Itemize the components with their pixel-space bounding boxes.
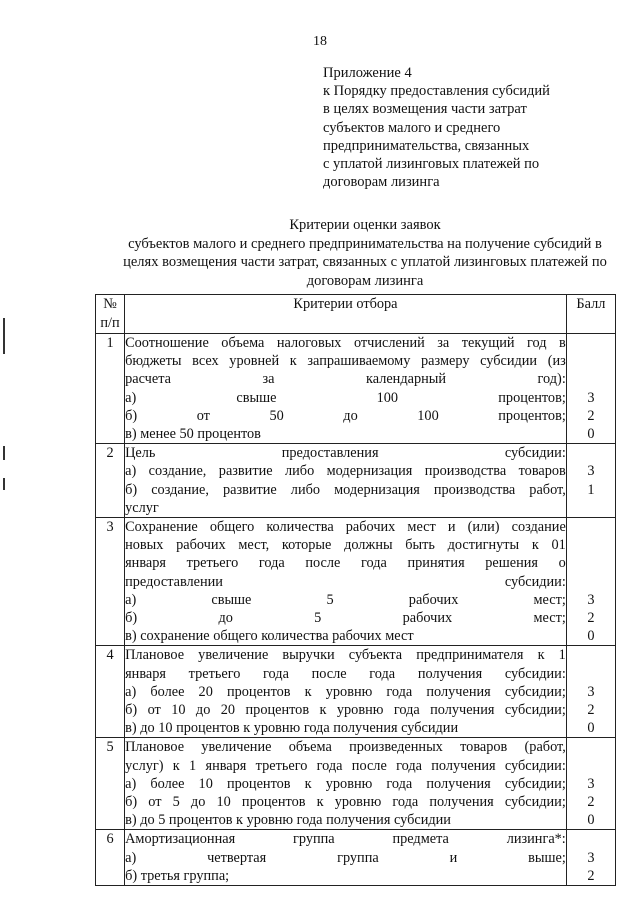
appendix-line: в целях возмещения части затрат xyxy=(323,101,527,118)
appendix-line: Приложение 4 xyxy=(323,65,412,81)
criterion-cell xyxy=(125,830,567,886)
header-number-line: № xyxy=(103,296,117,312)
criterion-line: а) создание, развитие либо модернизация производства товаров xyxy=(125,463,566,480)
score-value: 0 xyxy=(587,812,595,829)
heading-line: субъектов малого и среднего предпринимательства на получение субсидий в xyxy=(128,235,602,252)
criterion-line: Амортизационная группа предмета лизинга*: xyxy=(125,831,566,848)
criterion-line: б) третья группа; xyxy=(125,867,230,884)
score-value: 2 xyxy=(587,702,595,719)
criterion-line: Сохранение общего количества рабочих мест и (или) создание xyxy=(125,519,566,536)
score-value: 3 xyxy=(587,775,595,792)
criterion-line: а) более 10 процентов к уровню года получения субсидии; xyxy=(125,775,566,792)
score-cell xyxy=(566,738,615,830)
appendix-note xyxy=(323,64,623,191)
criterion-line: а) четвертая группа и выше; xyxy=(125,849,566,866)
score-spacer xyxy=(567,738,615,756)
score-value: 2 xyxy=(587,407,595,424)
page-number: 18 xyxy=(313,34,327,49)
criterion-line: в) сохранение общего количества рабочих мест xyxy=(125,628,414,645)
criterion-line: в) до 10 процентов к уровню года получения субсидии xyxy=(125,720,459,737)
score-value: 3 xyxy=(587,683,595,700)
score-spacer xyxy=(567,536,615,554)
score-spacer xyxy=(567,499,615,517)
score-spacer xyxy=(567,334,615,352)
score-spacer xyxy=(567,444,615,462)
criterion-line: б) от 50 до 100 процентов; xyxy=(125,407,566,424)
heading-title: Критерии оценки заявок xyxy=(289,217,441,233)
header-criteria: Критерии отбора xyxy=(125,295,567,334)
criterion-line: в) менее 50 процентов xyxy=(125,426,261,443)
score-spacer xyxy=(567,646,615,664)
row-number: 1 xyxy=(96,334,125,444)
criterion-line: а) свыше 5 рабочих мест; xyxy=(125,591,566,608)
score-cell xyxy=(566,334,615,444)
criterion-cell xyxy=(125,738,567,830)
criterion-line: б) до 5 рабочих мест; xyxy=(125,610,566,627)
score-value: 0 xyxy=(587,720,595,737)
row-number: 6 xyxy=(96,830,125,886)
appendix-line: к Порядку предоставления субсидий xyxy=(323,83,550,100)
score-value: 0 xyxy=(587,425,595,442)
score-spacer xyxy=(567,518,615,536)
score-value: 3 xyxy=(587,389,595,406)
score-spacer xyxy=(567,554,615,572)
criterion-line: новых рабочих мест, которые должны быть достигнуты к 01 xyxy=(125,537,566,554)
criterion-line: б) от 5 до 10 процентов к уровню года получения субсидии; xyxy=(125,794,566,811)
criterion-line: услуг) к 1 января третьего года после года получения субсидии: xyxy=(125,757,566,774)
score-value: 3 xyxy=(587,849,595,866)
score-value: 1 xyxy=(587,481,595,498)
criterion-line: а) свыше 100 процентов; xyxy=(125,389,566,406)
table-row xyxy=(96,646,616,738)
row-number: 3 xyxy=(96,518,125,646)
header-score: Балл xyxy=(566,295,615,334)
scan-edge-mark xyxy=(3,318,5,354)
score-spacer xyxy=(567,352,615,370)
score-cell xyxy=(566,444,615,518)
criterion-line: бюджеты всех уровней к запрашиваемому размеру субсидии (из xyxy=(125,353,566,370)
appendix-line: предпринимательства, связанных xyxy=(323,137,530,154)
criterion-cell xyxy=(125,334,567,444)
score-spacer xyxy=(567,370,615,388)
table-row xyxy=(96,334,616,444)
score-spacer xyxy=(567,665,615,683)
appendix-line: договорам лизинга xyxy=(323,174,440,191)
score-cell xyxy=(566,646,615,738)
criterion-line: января третьего года после года принятия решения о xyxy=(125,555,566,572)
criterion-line: услуг xyxy=(125,499,159,516)
criterion-line: Цель предоставления субсидии: xyxy=(125,445,566,462)
criterion-line: в) до 5 процентов к уровню года получения субсидии xyxy=(125,812,451,829)
table-header-row xyxy=(96,295,616,334)
table-row xyxy=(96,830,616,886)
score-value: 2 xyxy=(587,867,595,884)
criterion-cell xyxy=(125,518,567,646)
score-value: 3 xyxy=(587,463,595,480)
score-value: 3 xyxy=(587,591,595,608)
criterion-cell xyxy=(125,444,567,518)
appendix-line: с уплатой лизинговых платежей по xyxy=(323,156,540,173)
appendix-line: субъектов малого и среднего xyxy=(323,119,501,136)
score-value: 2 xyxy=(587,609,595,626)
score-cell xyxy=(566,518,615,646)
scan-edge-mark xyxy=(3,478,5,490)
criterion-line: расчета за календарный год): xyxy=(125,371,566,388)
score-cell xyxy=(566,830,615,886)
criterion-line: Плановое увеличение выручки субъекта предпринимателя к 1 xyxy=(125,647,566,664)
score-spacer xyxy=(567,573,615,591)
score-spacer xyxy=(567,757,615,775)
heading-line: целях возмещения части затрат, связанных с уплатой лизинговых платежей по xyxy=(123,254,607,270)
score-spacer xyxy=(567,830,615,848)
row-number: 5 xyxy=(96,738,125,830)
score-value: 2 xyxy=(587,794,595,811)
row-number: 4 xyxy=(96,646,125,738)
criterion-line: б) от 10 до 20 процентов к уровню года получения субсидии; xyxy=(125,702,566,719)
criterion-line: а) более 20 процентов к уровню года получения субсидии; xyxy=(125,683,566,700)
document-heading xyxy=(95,216,635,290)
table-row xyxy=(96,518,616,646)
table-row xyxy=(96,444,616,518)
scan-edge-mark xyxy=(3,446,5,460)
score-value: 0 xyxy=(587,628,595,645)
table-row xyxy=(96,738,616,830)
header-number xyxy=(96,295,125,334)
criterion-cell xyxy=(125,646,567,738)
criterion-line: января третьего года после года получения субсидии: xyxy=(125,665,566,682)
criteria-table xyxy=(95,294,616,886)
criterion-line: б) создание, развитие либо модернизация производства работ, xyxy=(125,481,566,498)
criterion-line: предоставлении субсидии: xyxy=(125,573,566,590)
heading-line: договорам лизинга xyxy=(306,272,424,289)
header-number-line: п/п xyxy=(100,315,120,331)
criterion-line: Соотношение объема налоговых отчислений за текущий год в xyxy=(125,335,566,351)
row-number: 2 xyxy=(96,444,125,518)
criterion-line: Плановое увеличение объема произведенных товаров (работ, xyxy=(125,739,566,756)
